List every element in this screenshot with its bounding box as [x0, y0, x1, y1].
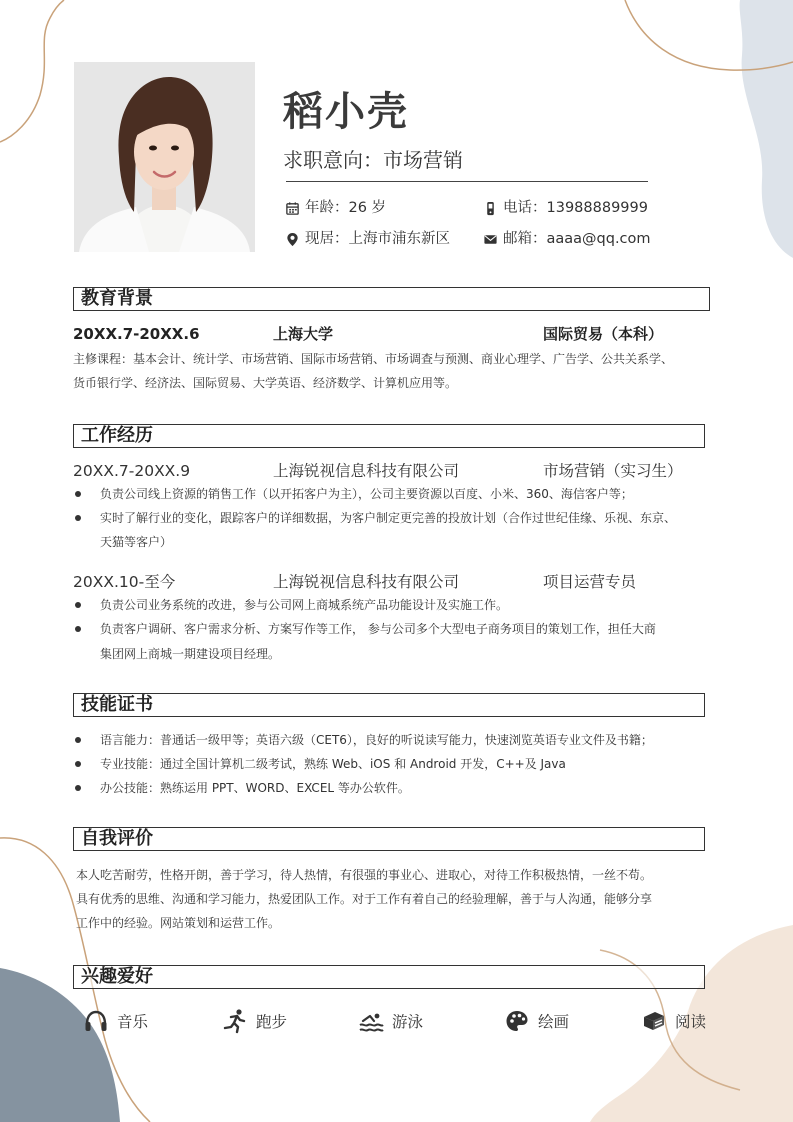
location-info [285, 231, 450, 248]
age-info [285, 200, 386, 217]
hobby-label: 游泳 [392, 1013, 424, 1031]
headphones-icon [83, 1008, 109, 1034]
list-item: 实时了解行业的变化，跟踪客户的详细数据，为客户制定更完善的投放计划（合作过世纪佳缘、乐视、东京、 [73, 506, 676, 530]
list-item: 语言能力：普通话一级甲等；英语六级（CET6），良好的听说读写能力，快速浏览英语专业文件及书籍； [73, 728, 653, 752]
self-eval-line-3: 工作中的经验。网站策划和运营工作。 [76, 916, 281, 930]
education-period: 20XX.7-20XX.6 [73, 325, 200, 343]
header-divider [286, 181, 648, 182]
hobby-reading [641, 1008, 706, 1034]
running-icon [222, 1008, 248, 1034]
job-2-duty-continuation: 集团网上商城一期建设项目经理。 [100, 647, 281, 661]
section-title-education: 教育背景 [73, 287, 710, 311]
job-2-duties [73, 593, 656, 641]
calendar-icon [285, 201, 300, 216]
education-courses-line-2: 货币银行学、经济法、国际贸易、大学英语、经济数学、计算机应用等。 [73, 376, 458, 390]
portrait-illustration [74, 62, 255, 252]
job-1-period: 20XX.7-20XX.9 [73, 462, 191, 480]
education-school: 上海大学 [273, 325, 334, 343]
hobby-music [83, 1008, 148, 1034]
job-2-role: 项目运营专员 [543, 573, 637, 591]
palette-icon [504, 1008, 530, 1034]
list-item: 负责公司线上资源的销售工作（以开拓客户为主），公司主要资源以百度、小米、360、海信客户等； [73, 482, 676, 506]
hobby-label: 跑步 [256, 1013, 288, 1031]
job-2-company: 上海锐视信息科技有限公司 [273, 573, 460, 591]
location-pin-icon [285, 232, 300, 247]
age-text: 年龄：26 岁 [305, 200, 387, 216]
list-item: 办公技能：熟练运用 PPT、WORD、EXCEL 等办公软件。 [73, 776, 653, 800]
hobby-running [222, 1008, 287, 1034]
list-item: 专业技能：通过全国计算机二级考试，熟练 Web、iOS 和 Android 开发，C++及 Java [73, 752, 653, 776]
hobby-label: 阅读 [675, 1013, 707, 1031]
location-text: 现居：上海市浦东新区 [305, 231, 450, 247]
hobby-label: 音乐 [117, 1013, 149, 1031]
job-1-role: 市场营销（实习生） [543, 462, 683, 480]
hobby-painting [504, 1008, 569, 1034]
list-item: 负责客户调研、客户需求分析、方案写作等工作， 参与公司多个大型电子商务项目的策划工作，担任大商 [73, 617, 656, 641]
section-title-work: 工作经历 [73, 424, 705, 448]
profile-photo [74, 62, 255, 252]
phone-text: 电话：13988889999 [503, 200, 648, 216]
phone-info [483, 200, 648, 217]
reading-icon [641, 1008, 667, 1034]
self-eval-line-1: 本人吃苦耐劳，性格开朗，善于学习，待人热情，有很强的事业心、进取心，对待工作积极热情，一丝不苟。 [76, 868, 653, 882]
education-major: 国际贸易（本科） [543, 325, 664, 343]
phone-icon [483, 201, 498, 216]
email-icon [483, 232, 498, 247]
section-title-self-evaluation: 自我评价 [73, 827, 705, 851]
job-2-period: 20XX.10-至今 [73, 573, 176, 591]
swimming-icon [358, 1008, 384, 1034]
education-courses-line-1: 主修课程：基本会计、统计学、市场营销、国际市场营销、市场调查与预测、商业心理学、广告学、公共关系学、 [73, 352, 674, 366]
email-info [483, 231, 651, 248]
hobby-swimming [358, 1008, 423, 1034]
job-1-duties [73, 482, 676, 530]
self-eval-line-2: 具有优秀的思维、沟通和学习能力，热爱团队工作。对于工作有着自己的经验理解，善于与人沟通，能够分享 [76, 892, 653, 906]
candidate-name: 稻小壳 [283, 89, 409, 135]
job-1-duty-continuation: 天猫等客户） [100, 535, 173, 549]
section-title-skills: 技能证书 [73, 693, 705, 717]
email-text: 邮箱：aaaa@qq.com [503, 231, 651, 247]
list-item: 负责公司业务系统的改进，参与公司网上商城系统产品功能设计及实施工作。 [73, 593, 656, 617]
job-1-company: 上海锐视信息科技有限公司 [273, 462, 460, 480]
hobby-label: 绘画 [538, 1013, 570, 1031]
job-intent: 求职意向：市场营销 [283, 148, 463, 172]
section-title-hobbies: 兴趣爱好 [73, 965, 705, 989]
skills-list [73, 728, 653, 800]
